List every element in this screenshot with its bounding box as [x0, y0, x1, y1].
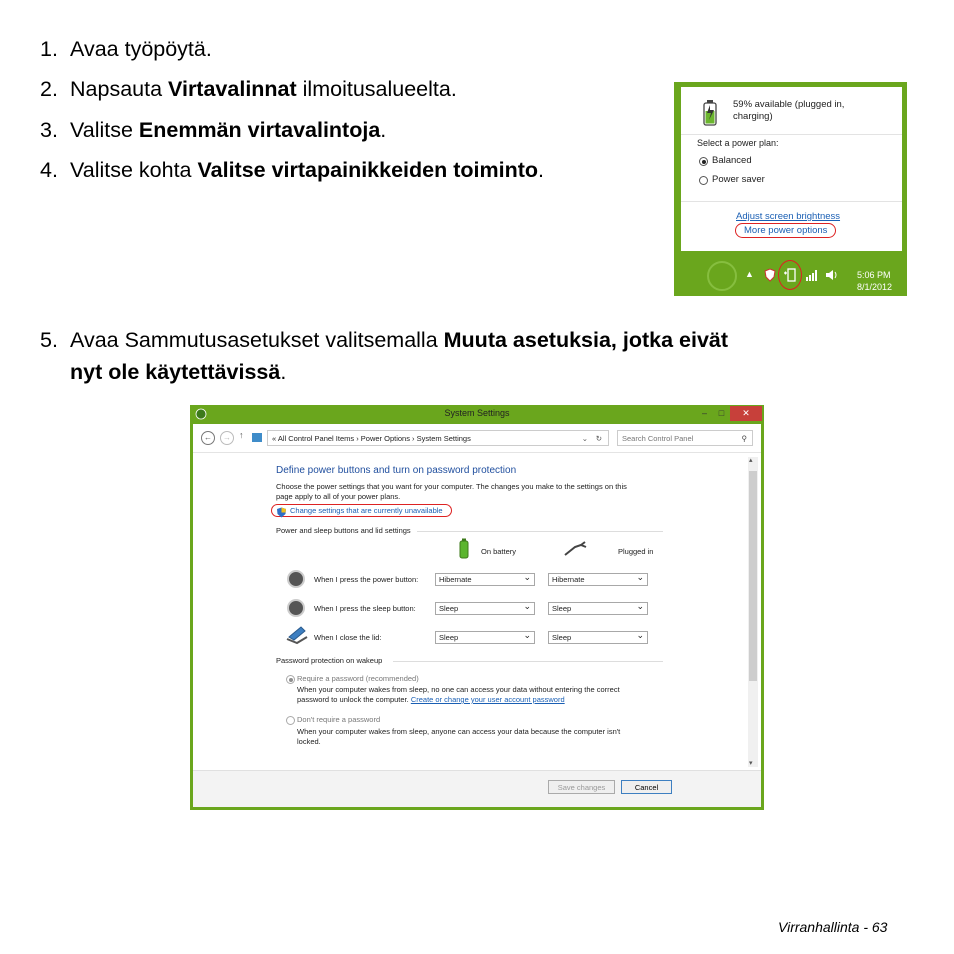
step-3: 3. Valitse Enemmän virtavalintoja. [40, 118, 387, 142]
cancel-button[interactable]: Cancel [621, 780, 672, 794]
power-tray-icon[interactable] [783, 267, 797, 283]
no-password-label: Don't require a password [297, 715, 381, 724]
plug-icon [563, 541, 589, 557]
step-1: 1. Avaa työpöytä. [40, 37, 212, 61]
vertical-scrollbar[interactable] [748, 457, 758, 767]
more-power-options-link[interactable]: More power options [735, 223, 836, 238]
search-icon[interactable]: ⚲ [741, 434, 747, 443]
battery-flyout [674, 82, 907, 296]
refresh-icon[interactable]: ↻ [595, 434, 602, 443]
intro-text-2: page apply to all of your power plans. [276, 492, 401, 501]
battery-status: 59% available (plugged in, [733, 99, 845, 110]
battery-flyout-panel [681, 87, 902, 251]
scroll-down-icon[interactable]: ▾ [749, 760, 753, 767]
power-button-icon [287, 570, 305, 588]
watermark-logo-icon [704, 258, 744, 294]
window-title: System Settings [444, 408, 510, 418]
power-button-battery-select[interactable]: Hibernate ⌄ [435, 573, 535, 586]
radio-balanced[interactable] [699, 157, 708, 166]
plan-balanced-label: Balanced [712, 155, 752, 166]
settings-content [193, 453, 761, 770]
breadcrumb: « All Control Panel Items › Power Options › System Settings [272, 434, 471, 443]
power-button-plugged-select[interactable]: Hibernate ⌄ [548, 573, 648, 586]
battery-charging-icon [699, 99, 721, 127]
maximize-icon[interactable]: □ [718, 408, 725, 418]
window-controls [696, 406, 762, 421]
system-settings-window [190, 405, 764, 810]
scrollbar-thumb[interactable] [749, 471, 757, 681]
battery-icon [457, 538, 471, 560]
network-icon[interactable] [805, 268, 819, 282]
back-icon[interactable]: ← [201, 431, 215, 445]
sleep-button-plugged-select[interactable]: Sleep ⌄ [548, 602, 648, 615]
step-4: 4. Valitse kohta Valitse virtapainikkeiden toiminto. [40, 158, 544, 182]
row-close-lid-label: When I close the lid: [314, 633, 382, 642]
plan-power-saver-label: Power saver [712, 174, 765, 185]
address-bar-row [193, 424, 761, 453]
close-icon[interactable]: ✕ [730, 406, 762, 421]
radio-require-password[interactable] [286, 675, 295, 684]
require-password-label: Require a password (recommended) [297, 674, 419, 683]
sleep-button-battery-select[interactable]: Sleep ⌄ [435, 602, 535, 615]
shield-icon[interactable] [764, 268, 776, 282]
control-panel-small-icon [251, 432, 263, 443]
close-lid-battery-select[interactable]: Sleep ⌄ [435, 631, 535, 644]
close-lid-plugged-select[interactable]: Sleep ⌄ [548, 631, 648, 644]
divider [393, 661, 663, 662]
chevron-down-icon[interactable]: ⌄ [581, 434, 588, 443]
adjust-brightness-link[interactable]: Adjust screen brightness [736, 211, 841, 222]
sleep-button-icon [287, 599, 305, 617]
show-hidden-icons-icon[interactable]: ▲ [745, 269, 754, 279]
step-2: 2. Napsauta Virtavalinnat ilmoitusalueelta. [40, 77, 457, 101]
laptop-lid-icon [286, 625, 308, 645]
address-bar[interactable] [267, 430, 609, 446]
step-5: 5. Avaa Sammutusasetukset valitsemalla Muuta asetuksia, jotka eivät nyt ole käytettävissä. [40, 328, 729, 384]
divider [417, 531, 663, 532]
column-plugged-in: Plugged in [618, 547, 654, 556]
radio-power-saver[interactable] [699, 176, 708, 185]
page-heading: Define power buttons and turn on password protection [276, 465, 517, 476]
window-footer [193, 770, 761, 807]
taskbar-clock[interactable] [857, 269, 892, 293]
column-on-battery: On battery [481, 547, 517, 556]
search-input[interactable] [617, 430, 753, 446]
no-password-desc-2: locked. [297, 737, 321, 746]
up-icon[interactable]: ↑ [239, 430, 244, 440]
row-power-button-label: When I press the power button: [314, 575, 419, 584]
require-password-desc-2: password to unlock the computer. Create or change your user account password [297, 695, 565, 704]
clock-time: 5:06 PM [857, 270, 891, 280]
require-password-desc: When your computer wakes from sleep, no one can access your data without entering the correct [297, 685, 620, 694]
row-sleep-button-label: When I press the sleep button: [314, 604, 416, 613]
forward-icon[interactable]: → [220, 431, 234, 445]
page-footer: Virranhallinta - 63 [778, 919, 888, 935]
uac-shield-icon [276, 507, 287, 518]
power-plan-label: Select a power plan: [697, 138, 779, 148]
search-placeholder: Search Control Panel [622, 434, 694, 443]
section-power-buttons: Power and sleep buttons and lid settings [276, 526, 411, 535]
divider [681, 201, 902, 202]
change-settings-link[interactable]: Change settings that are currently unavailable [271, 504, 452, 517]
volume-icon[interactable] [825, 268, 839, 282]
radio-no-password[interactable] [286, 716, 295, 725]
clock-date: 8/1/2012 [857, 282, 893, 292]
section-password-protection: Password protection on wakeup [276, 656, 383, 665]
minimize-icon[interactable]: – [701, 408, 707, 418]
divider [681, 134, 902, 135]
intro-text: Choose the power settings that you want for your computer. The changes you make to the settings on this [276, 482, 627, 491]
save-changes-button[interactable]: Save changes [548, 780, 615, 794]
window-body [193, 424, 761, 807]
scroll-up-icon[interactable]: ▴ [749, 457, 753, 464]
taskbar [674, 256, 907, 296]
create-password-link[interactable]: Create or change your user account password [410, 695, 565, 704]
no-password-desc: When your computer wakes from sleep, anyone can access your data because the computer isn't [297, 727, 621, 736]
battery-status-2: charging) [733, 111, 773, 122]
